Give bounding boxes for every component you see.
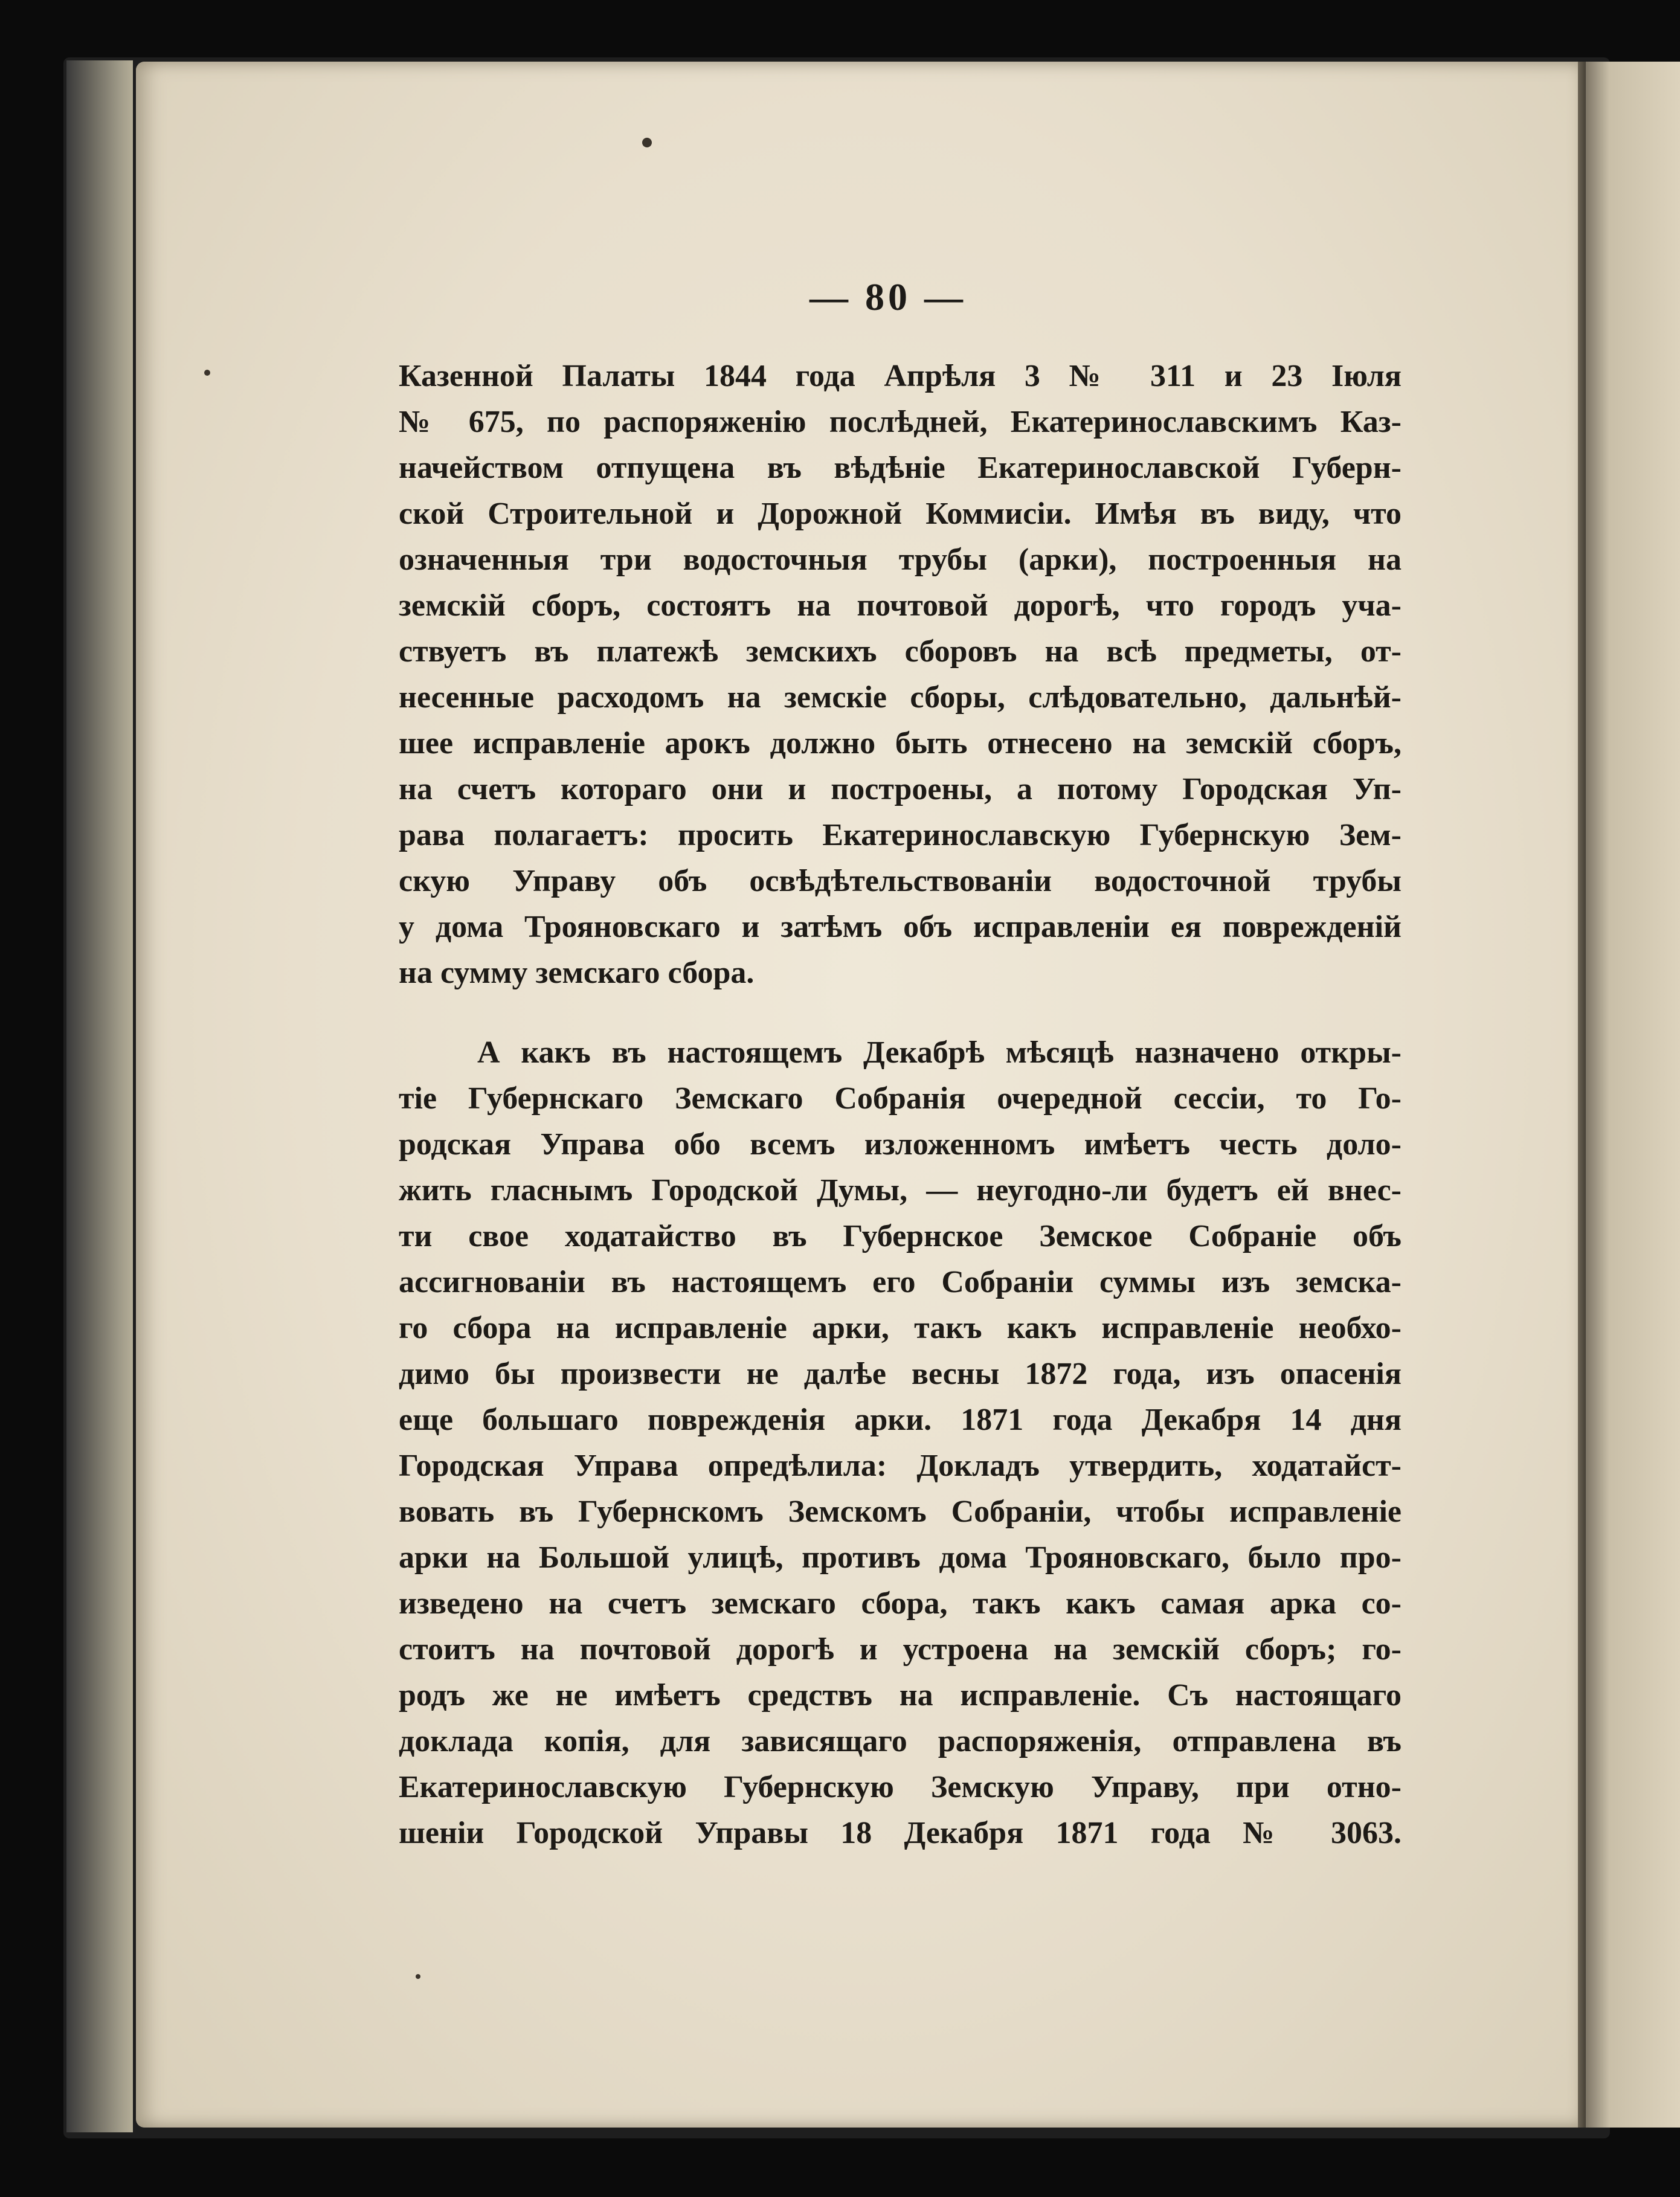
text-line: Городская Управа опредѣлила: Докладъ утвердить, ходатайст- <box>399 1449 1402 1483</box>
text-line: димо бы произвести не далѣе весны 1872 года, изъ опасенія <box>399 1357 1402 1391</box>
text-line: ассигнованіи въ настоящемъ его Собраніи суммы изъ земска- <box>399 1265 1402 1299</box>
ink-speck <box>204 370 210 376</box>
text-line: доклада копія, для зависящаго распоряженія, отправлена въ <box>399 1724 1402 1758</box>
text-line: означенныя три водосточныя трубы (арки), построенныя на <box>399 542 1402 577</box>
text-line: Казенной Палаты 1844 года Апрѣля 3 № 311 и 23 Іюля <box>399 359 1402 393</box>
text-line: у дома Трояновскаго и затѣмъ объ исправленіи ея поврежденій <box>399 910 1402 944</box>
paragraph <box>399 353 1402 996</box>
text-line: вовать въ Губернскомъ Земскомъ Собраніи, чтобы исправленіе <box>399 1494 1402 1529</box>
text-line: стоитъ на почтовой дорогѣ и устроена на земскій сборъ; го- <box>399 1632 1402 1667</box>
text-line: жить гласнымъ Городской Думы, — неугодно-ли будетъ ей внес- <box>399 1173 1402 1208</box>
text-line: несенные расходомъ на земскіе сборы, слѣдовательно, дальнѣй- <box>399 680 1402 715</box>
text-line: ской Строительной и Дорожной Коммисіи. Имѣя въ виду, что <box>399 497 1402 531</box>
text-line: изведено на счетъ земскаго сбора, такъ какъ самая арка со- <box>399 1586 1402 1621</box>
text-line: родская Управа обо всемъ изложенномъ имѣетъ честь доло- <box>399 1127 1402 1162</box>
document-body <box>399 353 1402 1856</box>
ink-speck <box>416 1974 420 1979</box>
text-line: ти свое ходатайство въ Губернское Земское Собраніе объ <box>399 1219 1402 1253</box>
ink-speck <box>642 138 652 147</box>
text-line: начейством отпущена въ вѣдѣніе Екатеринославской Губерн- <box>399 451 1402 485</box>
page-number: — 80 — <box>809 275 967 318</box>
text-line: А какъ въ настоящемъ Декабрѣ мѣсяцѣ назначено откры- <box>477 1035 1402 1070</box>
text-line: на сумму земскаго сбора. <box>399 956 755 990</box>
text-line: Екатеринославскую Губернскую Земскую Управу, при отно- <box>399 1770 1402 1804</box>
paragraph <box>399 1030 1402 1856</box>
paragraph-spacer <box>399 996 1402 1030</box>
text-line: арки на Большой улицѣ, противъ дома Трояновскаго, было про- <box>399 1540 1402 1575</box>
text-line: шее исправленіе арокъ должно быть отнесено на земскій сборъ, <box>399 726 1402 761</box>
text-line: го сбора на исправленіе арки, такъ какъ исправленіе необхо- <box>399 1311 1402 1345</box>
text-line: рава полагаетъ: просить Екатеринославскую Губернскую Зем- <box>399 818 1402 852</box>
text-line: еще большаго поврежденія арки. 1871 года Декабря 14 дня <box>399 1403 1402 1437</box>
text-line: тіе Губернскаго Земскаго Собранія очередной сессіи, то Го- <box>399 1081 1402 1116</box>
book-spine <box>66 60 133 2132</box>
text-line: № 675, по распоряженію послѣдней, Екатеринославскимъ Каз- <box>399 405 1402 439</box>
text-line: земскій сборъ, состоятъ на почтовой дорогѣ, что городъ уча- <box>399 588 1402 623</box>
adjacent-page-edge <box>1586 62 1680 2128</box>
text-line: на счетъ котораго они и построены, а потому Городская Уп- <box>399 772 1402 806</box>
text-line: родъ же не имѣетъ средствъ на исправленіе. Съ настоящаго <box>399 1678 1402 1713</box>
text-line: шеніи Городской Управы 18 Декабря 1871 года № 3063. <box>399 1816 1402 1850</box>
text-line: ствуетъ въ платежѣ земскихъ сборовъ на всѣ предметы, от- <box>399 634 1402 669</box>
text-line: скую Управу объ освѣдѣтельствованіи водосточной трубы <box>399 864 1402 898</box>
